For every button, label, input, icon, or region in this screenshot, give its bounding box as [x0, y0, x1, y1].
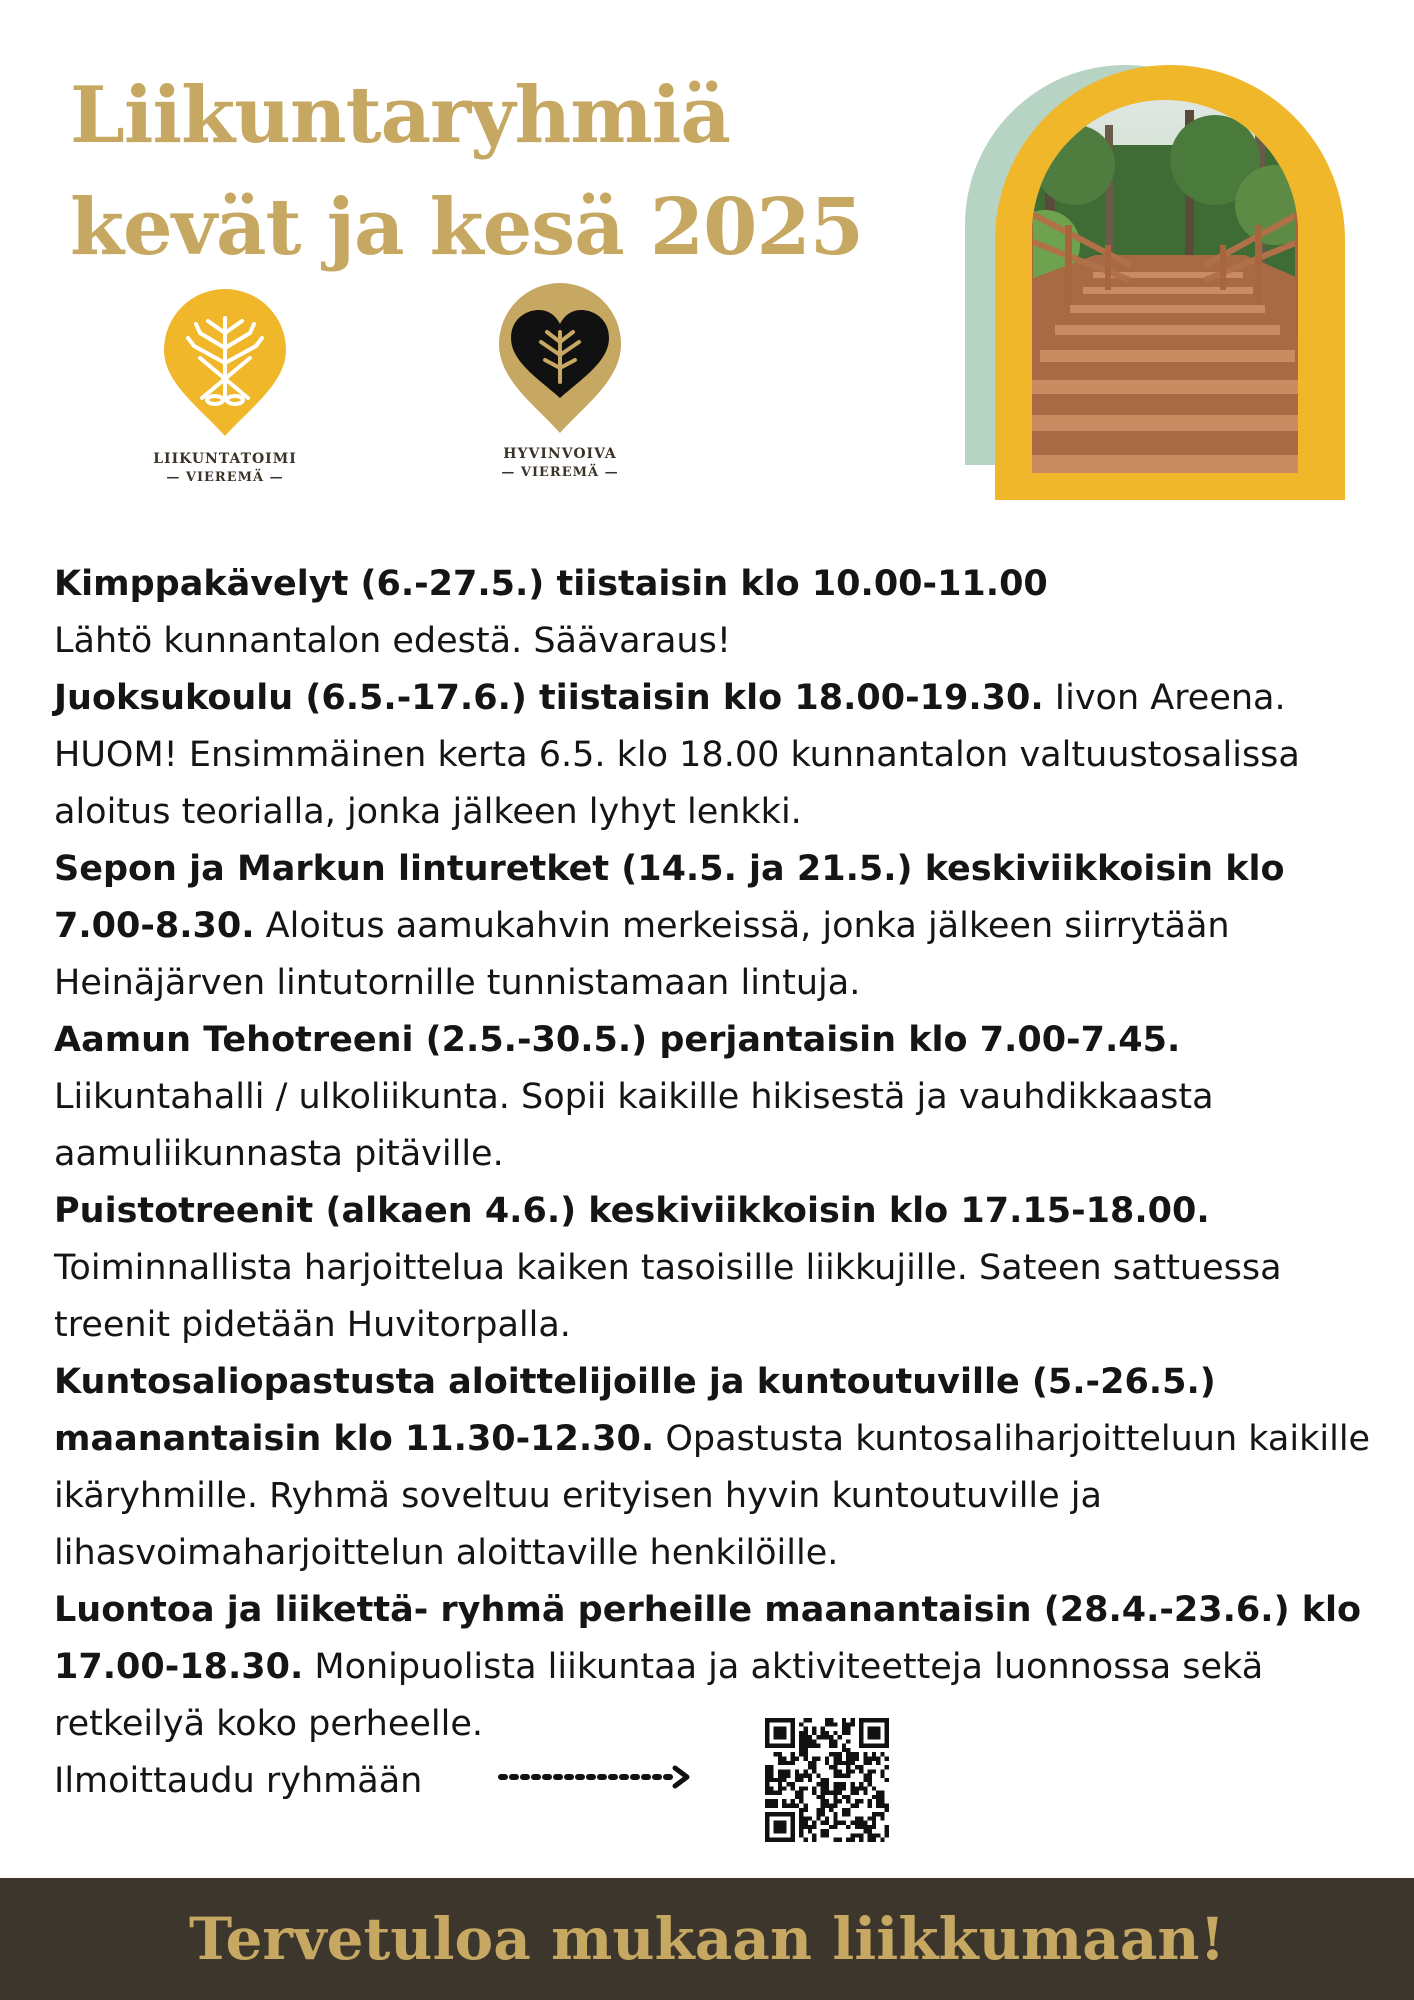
activity-description: Opastusta kuntosaliharjoitteluun kaikille ikäryhmille. Ryhmä soveltuu erityisen hyvin kuntoutuville ja lihasvoimaharjoittelun aloittaville henkilöille. — [54, 1419, 1371, 1573]
activity-description: Iivon Areena. HUOM! Ensimmäinen kerta 6.5. klo 18.00 kunnantalon valtuustosalissa aloitus teorialla, jonka jälkeen lyhyt lenkki. — [54, 678, 1300, 832]
footer-text: Tervetuloa mukaan liikkumaan! — [188, 1905, 1226, 1973]
activity-title: Puistotreenit (alkaen 4.6.) keskiviikkoisin klo 17.15-18.00. — [54, 1191, 1210, 1231]
activity-item — [54, 841, 1374, 1012]
activity-item — [54, 1582, 1374, 1753]
signup-label: Ilmoittaudu ryhmään — [54, 1761, 423, 1801]
liikuntatoimi-name: LIIKUNTATOIMI — [153, 451, 297, 467]
activity-title: Juoksukoulu (6.5.-17.6.) tiistaisin klo 18.00-19.30. — [54, 678, 1044, 718]
hyvinvoiva-name: HYVINVOIVA — [503, 446, 617, 462]
activity-item — [54, 556, 1374, 670]
activity-title: Kuntosaliopastusta aloittelijoille ja kuntoutuville (5.-26.5.) maanantaisin klo 11.30-12.30. — [54, 1362, 1216, 1459]
activity-title: Kimppakävelyt (6.-27.5.) tiistaisin klo 10.00-11.00 — [54, 564, 1048, 604]
liikuntatoimi-place: — VIEREMÄ — — [166, 470, 284, 485]
activity-description: Monipuolista liikuntaa ja aktiviteetteja luonnossa sekä retkeilyä koko perheelle. — [54, 1647, 1264, 1744]
tree-pin-icon — [160, 288, 290, 438]
activity-description: Toiminnallista harjoittelua kaiken tasoisille liikkujille. Sateen sattuessa treenit pidetään Huvitorpalla. — [54, 1248, 1282, 1345]
dotted-arrow-icon — [497, 1762, 697, 1796]
wooden-stairs-photo — [955, 55, 1375, 505]
activity-item — [54, 1012, 1374, 1183]
activity-description: Lähtö kunnantalon edestä. Säävaraus! — [54, 621, 731, 661]
activity-title: Luontoa ja liikettä- ryhmä perheille maanantaisin (28.4.-23.6.) klo 17.00-18.30. — [54, 1590, 1362, 1687]
activity-description: Aloitus aamukahvin merkeissä, jonka jälkeen siirrytään Heinäjärven lintutornille tunnistamaan lintuja. — [54, 906, 1230, 1003]
activity-item — [54, 1183, 1374, 1354]
title-line-2: kevät ja kesä 2025 — [70, 182, 864, 273]
activity-item — [54, 1354, 1374, 1582]
qr-code-icon[interactable] — [765, 1718, 889, 1846]
heart-tree-pin-icon — [495, 280, 625, 435]
activity-title: Sepon ja Markun linturetket (14.5. ja 21.5.) keskiviikkoisin klo 7.00-8.30. — [54, 849, 1285, 946]
hyvinvoiva-logo — [480, 280, 640, 482]
activity-title: Aamun Tehotreeni (2.5.-30.5.) perjantaisin klo 7.00-7.45. — [54, 1020, 1181, 1060]
hero-photo — [955, 55, 1375, 509]
footer-banner — [0, 1878, 1414, 2000]
activity-list — [54, 556, 1374, 1810]
title-line-1: Liikuntaryhmiä — [70, 70, 730, 161]
page-title — [70, 60, 930, 284]
liikuntatoimi-logo — [130, 288, 320, 487]
hyvinvoiva-place: — VIEREMÄ — — [501, 465, 619, 480]
activity-description: Liikuntahalli / ulkoliikunta. Sopii kaikille hikisestä ja vauhdikkaasta aamuliikunnasta pitäville. — [54, 1077, 1214, 1174]
activity-item — [54, 670, 1374, 841]
